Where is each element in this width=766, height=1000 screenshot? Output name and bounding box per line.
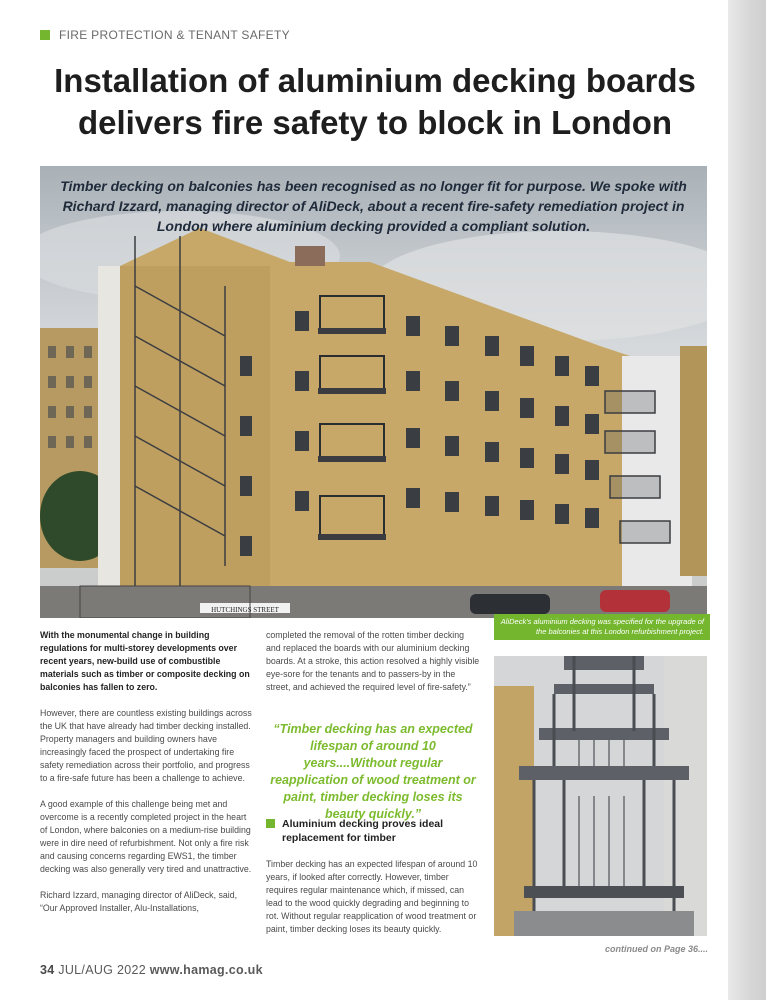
street-sign: HUTCHINGS STREET — [211, 606, 279, 614]
page-number: 34 — [40, 963, 55, 977]
photo-caption: AliDeck's aluminium decking was specified for the upgrade of the balconies at this London refurbishment project. — [494, 614, 710, 640]
title-line-1: Installation of aluminium decking boards — [54, 62, 696, 99]
column-2-lower — [266, 858, 480, 949]
page-edge-shadow — [728, 0, 766, 1000]
subheading — [266, 817, 480, 845]
section-tag — [40, 28, 290, 42]
balcony-photo — [494, 656, 707, 936]
subheading-text: Aluminium decking proves ideal replacement for timber — [282, 818, 444, 844]
column-2 — [266, 629, 480, 707]
pull-quote: “Timber decking has an expected lifespan of around 10 years....Without regular reapplication of wood treatment or paint, timber decking loses its beauty quickly.” — [270, 722, 476, 821]
continued-note: continued on Page 36.... — [604, 944, 708, 954]
balcony-illustration — [494, 656, 707, 936]
hero-photo — [40, 166, 707, 618]
website-link[interactable]: www.hamag.co.uk — [149, 963, 263, 977]
lead-paragraph: With the monumental change in building regulations for multi-storey developments over recent years, new-build use of combustible materials such as timber or composite decking on balconies has fallen to zero. — [40, 630, 250, 692]
paragraph: A good example of this challenge being met and overcome is a recently completed project in the heart of London, where balconies on a medium-rise building were in dire need of refurbishment. Not only a fire risk and causing concerns regarding EWS1, the timber decking was also generally very tired and unattractive. — [40, 799, 252, 874]
paragraph: However, there are countless existing buildings across the UK that have already had timber decking installed. Property managers and building owners have increasingly faced the prospect of undertaking fire safety remediation across their portfolio, and progress to a fire-safe future has been a challenge to achieve. — [40, 708, 252, 783]
issue-date: JUL/AUG 2022 — [58, 963, 146, 977]
paragraph: Timber decking has an expected lifespan of around 10 years, if looked after correctly. However, timber requires regular maintenance which, if missed, can lead to the wood quickly degrading and beginning to rot. Without regular reapplication of wood treatment or paint, timber decking loses its beauty quickly. — [266, 859, 478, 934]
article-title — [30, 60, 720, 144]
article-intro: Timber decking on balconies has been recognised as no longer fit for purpose. We spoke with Richard Izzard, managing director of AliDeck, about a recent fire-safety remediation project in London where aluminium decking provided a compliant solution. — [60, 178, 687, 234]
subheading-square-icon — [266, 819, 275, 828]
title-line-2: delivers fire safety to block in London — [77, 104, 673, 141]
column-1 — [40, 629, 252, 928]
paragraph: completed the removal of the rotten timber decking and replaced the boards with our aluminium decking boards. At a stroke, this action resolved a highly visible eye-sore for the tenants and to passers-by in the street, and achieved the required level of fire-safety.” — [266, 630, 480, 692]
paragraph: Richard Izzard, managing director of AliDeck, said, “Our Approved Installer, Alu-Installations, — [40, 890, 238, 913]
section-tag-label: FIRE PROTECTION & TENANT SAFETY — [59, 28, 290, 42]
section-square-icon — [40, 30, 50, 40]
page-footer — [40, 963, 263, 977]
